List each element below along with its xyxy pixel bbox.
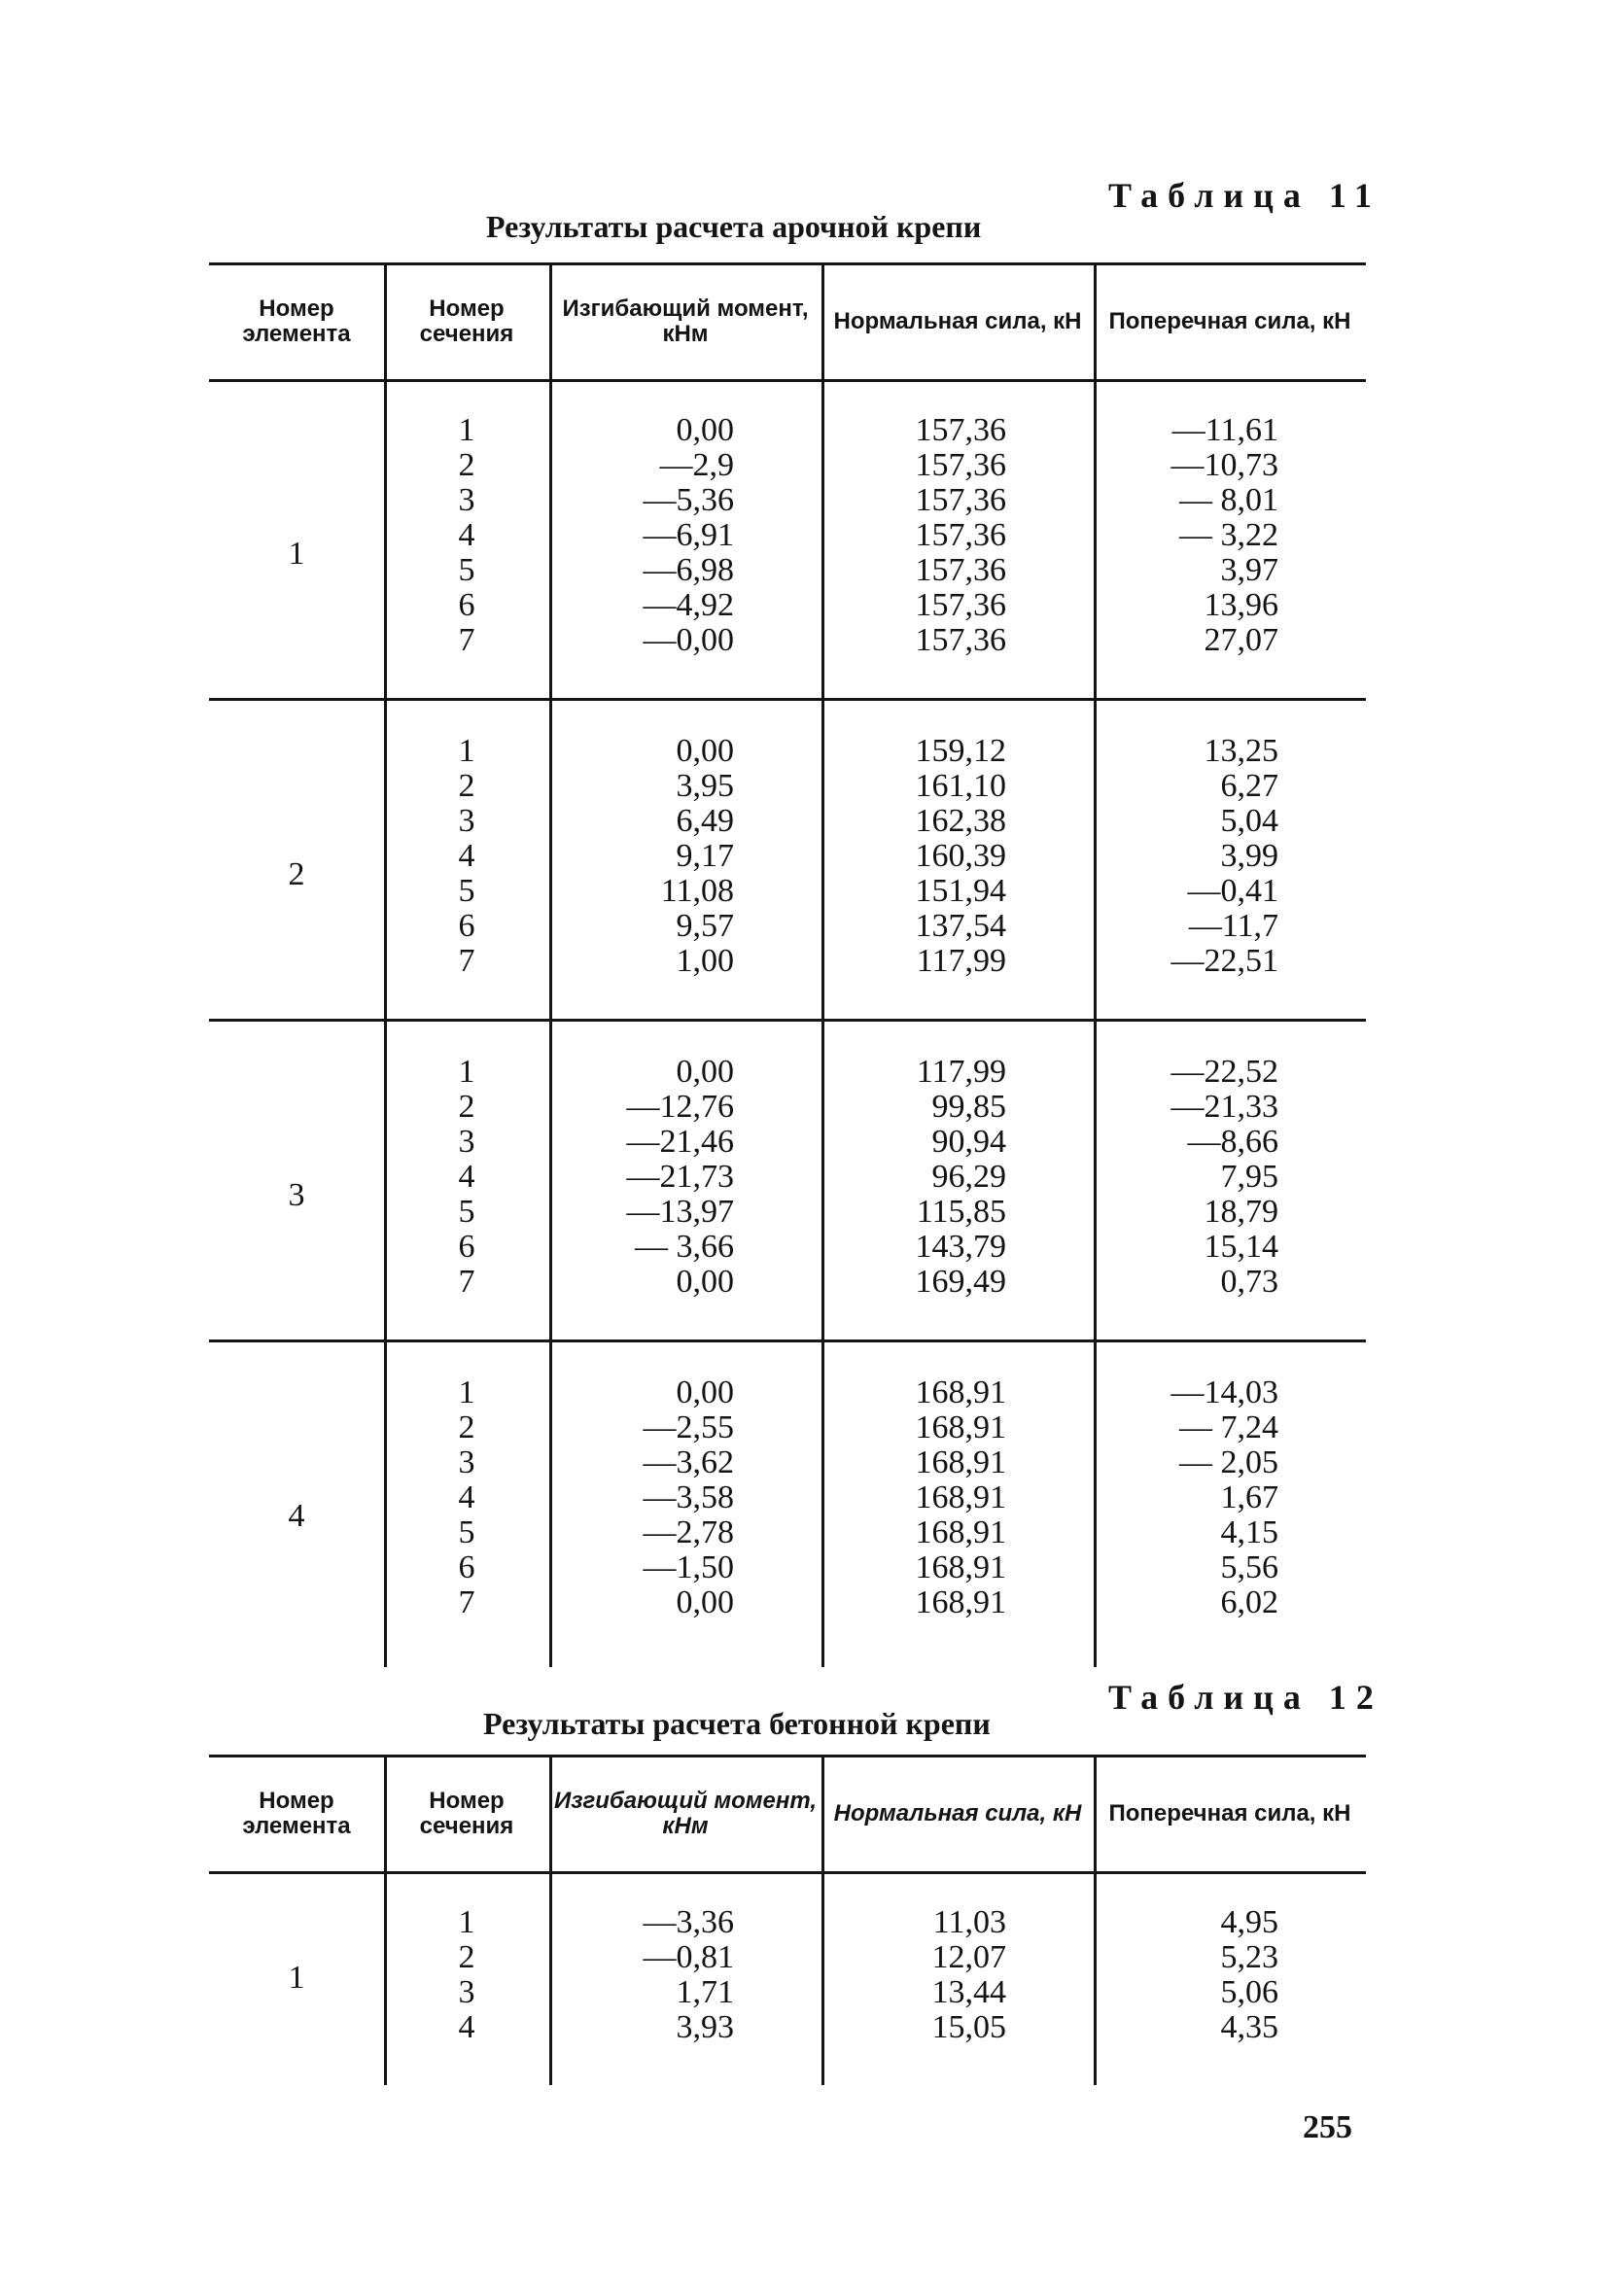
shear-force-value: 5,23 — [1220, 1939, 1278, 1975]
section-number: 2 — [458, 447, 475, 483]
section-number: 2 — [458, 1939, 475, 1975]
header-normal-force: Нормальная сила, кН — [833, 1799, 1082, 1826]
normal-force-value: 115,85 — [916, 1194, 1006, 1230]
moment-value: 0,00 — [676, 1054, 734, 1090]
shear-force-column — [1094, 734, 1366, 1016]
moment-value: 3,93 — [676, 2009, 734, 2045]
moment-value: —2,55 — [643, 1409, 734, 1445]
shear-force-value: — 3,22 — [1179, 517, 1278, 553]
shear-force-value: 18,79 — [1204, 1194, 1278, 1230]
moment-value: —3,62 — [643, 1444, 734, 1480]
header-shear-force: Поперечная сила, кН — [1108, 1799, 1351, 1826]
normal-force-value: 168,91 — [915, 1374, 1006, 1410]
normal-force-value: 157,36 — [915, 482, 1006, 518]
normal-force-column — [821, 1375, 1094, 1657]
element-number: 1 — [288, 536, 305, 572]
shear-force-value: 0,73 — [1220, 1264, 1278, 1300]
section-column — [384, 1905, 549, 2051]
normal-force-value: 96,29 — [931, 1159, 1006, 1195]
normal-force-value: 143,79 — [915, 1229, 1006, 1265]
section-column — [384, 1055, 549, 1337]
shear-force-value: 5,04 — [1220, 803, 1278, 839]
normal-force-value: 15,05 — [931, 2009, 1006, 2045]
section-number: 4 — [458, 838, 475, 874]
normal-force-value: 99,85 — [931, 1089, 1006, 1125]
shear-force-value: 4,35 — [1220, 2009, 1278, 2045]
shear-force-value: 5,06 — [1220, 1974, 1278, 2010]
normal-force-value: 168,91 — [915, 1549, 1006, 1585]
shear-force-value: —11,7 — [1188, 908, 1278, 944]
shear-force-value: 3,99 — [1220, 838, 1278, 874]
shear-force-value: 13,96 — [1204, 587, 1278, 623]
normal-force-value: 168,91 — [915, 1444, 1006, 1480]
shear-force-value: 27,07 — [1204, 622, 1278, 658]
section-number: 3 — [458, 1124, 475, 1160]
moment-value: 9,17 — [676, 838, 734, 874]
moment-column — [549, 1375, 821, 1657]
table-12-top-rule — [209, 1755, 1366, 1757]
section-number: 2 — [458, 1089, 475, 1125]
shear-force-value: 15,14 — [1204, 1229, 1278, 1265]
moment-value: —2,9 — [659, 447, 734, 483]
section-number: 6 — [458, 1229, 475, 1265]
normal-force-value: 137,54 — [915, 908, 1006, 944]
shear-force-value: 4,95 — [1220, 1904, 1278, 1940]
section-number: 4 — [458, 1479, 475, 1515]
table-11-group-rule — [209, 698, 1366, 701]
normal-force-value: 157,36 — [915, 412, 1006, 448]
moment-value: —6,91 — [643, 517, 734, 553]
normal-force-value: 157,36 — [915, 622, 1006, 658]
shear-force-value: —22,51 — [1170, 943, 1278, 979]
moment-value: 0,00 — [676, 1374, 734, 1410]
table-11-group-element-4 — [209, 1375, 1366, 1657]
section-number: 3 — [458, 482, 475, 518]
moment-value: — 3,66 — [635, 1229, 734, 1265]
table-12-group-element-1 — [209, 1905, 1366, 2051]
section-number: 1 — [458, 733, 475, 769]
table-11-group-element-2 — [209, 734, 1366, 1016]
section-number: 1 — [458, 1374, 475, 1410]
table-11-header-rule — [209, 379, 1366, 382]
normal-force-value: 117,99 — [916, 943, 1006, 979]
shear-force-value: — 8,01 — [1179, 482, 1278, 518]
normal-force-value: 160,39 — [915, 838, 1006, 874]
moment-value: —5,36 — [643, 482, 734, 518]
shear-force-value: —10,73 — [1170, 447, 1278, 483]
moment-value: —3,36 — [643, 1904, 734, 1940]
page-number: 255 — [1303, 2109, 1352, 2145]
header-shear-force: Поперечная сила, кН — [1108, 307, 1351, 334]
shear-force-value: 1,67 — [1220, 1479, 1278, 1515]
table-11-group-rule — [209, 1019, 1366, 1022]
normal-force-value: 157,36 — [915, 552, 1006, 588]
normal-force-value: 162,38 — [915, 803, 1006, 839]
table-12-title: Результаты расчета бетонной крепи — [483, 1706, 991, 1741]
section-number: 1 — [458, 412, 475, 448]
shear-force-column — [1094, 1055, 1366, 1337]
element-number: 3 — [288, 1177, 305, 1213]
shear-force-value: — 7,24 — [1179, 1409, 1278, 1445]
normal-force-value: 169,49 — [915, 1264, 1006, 1300]
section-number: 3 — [458, 803, 475, 839]
moment-column — [549, 1905, 821, 2051]
section-number: 5 — [458, 1514, 475, 1550]
section-number: 7 — [458, 622, 475, 658]
shear-force-column — [1094, 1905, 1366, 2051]
normal-force-value: 159,12 — [915, 733, 1006, 769]
moment-value: 0,00 — [676, 412, 734, 448]
table-11-group-rule — [209, 1339, 1366, 1342]
shear-force-value: 5,56 — [1220, 1549, 1278, 1585]
table-11-group-element-3 — [209, 1055, 1366, 1337]
moment-value: —21,46 — [626, 1124, 734, 1160]
shear-force-value: —14,03 — [1170, 1374, 1278, 1410]
shear-force-column — [1094, 413, 1366, 695]
shear-force-value: —11,61 — [1171, 412, 1278, 448]
header-section-number: Номер сечения — [419, 295, 514, 347]
moment-value: 11,08 — [660, 873, 734, 909]
header-bending-moment: Изгибающий момент, кНм — [553, 1787, 818, 1839]
element-number: 1 — [288, 1960, 305, 1996]
normal-force-value: 161,10 — [915, 768, 1006, 804]
shear-force-value: —8,66 — [1187, 1124, 1278, 1160]
moment-column — [549, 1055, 821, 1337]
normal-force-value: 157,36 — [915, 447, 1006, 483]
normal-force-column — [821, 413, 1094, 695]
header-element-number: Номер элемента — [242, 295, 351, 347]
section-number: 5 — [458, 1194, 475, 1230]
normal-force-value: 151,94 — [915, 873, 1006, 909]
shear-force-value: — 2,05 — [1179, 1444, 1278, 1480]
shear-force-value: —21,33 — [1170, 1089, 1278, 1125]
shear-force-value: —0,41 — [1187, 873, 1278, 909]
section-number: 7 — [458, 1584, 475, 1620]
section-number: 2 — [458, 768, 475, 804]
shear-force-value: 13,25 — [1204, 733, 1278, 769]
moment-value: —3,58 — [643, 1479, 734, 1515]
table-11-label: Таблица 11 — [1108, 176, 1381, 215]
normal-force-value: 117,99 — [916, 1054, 1006, 1090]
section-column — [384, 734, 549, 1016]
section-number: 4 — [458, 2009, 475, 2045]
section-number: 2 — [458, 1409, 475, 1445]
section-number: 3 — [458, 1974, 475, 2010]
element-number: 4 — [288, 1498, 305, 1534]
normal-force-column — [821, 1905, 1094, 2051]
shear-force-value: 4,15 — [1220, 1514, 1278, 1550]
normal-force-value: 157,36 — [915, 587, 1006, 623]
table-11 — [209, 262, 1366, 1667]
normal-force-value: 157,36 — [915, 517, 1006, 553]
section-number: 6 — [458, 587, 475, 623]
normal-force-value: 13,44 — [931, 1974, 1006, 2010]
moment-value: 1,00 — [676, 943, 734, 979]
shear-force-value: 3,97 — [1220, 552, 1278, 588]
table-12-label: Таблица 12 — [1108, 1678, 1383, 1717]
normal-force-value: 168,91 — [915, 1409, 1006, 1445]
table-12-header-row — [209, 1762, 1366, 1864]
section-number: 6 — [458, 1549, 475, 1585]
shear-force-value: 6,27 — [1220, 768, 1278, 804]
normal-force-column — [821, 1055, 1094, 1337]
section-number: 5 — [458, 552, 475, 588]
normal-force-value: 168,91 — [915, 1479, 1006, 1515]
normal-force-value: 168,91 — [915, 1514, 1006, 1550]
table-12 — [209, 1755, 1366, 2085]
normal-force-value: 11,03 — [932, 1904, 1006, 1940]
section-number: 5 — [458, 873, 475, 909]
section-number: 4 — [458, 517, 475, 553]
moment-value: —12,76 — [626, 1089, 734, 1125]
moment-value: 0,00 — [676, 733, 734, 769]
shear-force-value: —22,52 — [1170, 1054, 1278, 1090]
moment-value: 3,95 — [676, 768, 734, 804]
moment-column — [549, 413, 821, 695]
section-number: 6 — [458, 908, 475, 944]
header-element-number: Номер элемента — [242, 1787, 351, 1839]
header-bending-moment: Изгибающий момент, кНм — [562, 295, 809, 347]
shear-force-value: 6,02 — [1220, 1584, 1278, 1620]
normal-force-value: 12,07 — [931, 1939, 1006, 1975]
table-11-header-row — [209, 270, 1366, 372]
moment-value: —2,78 — [643, 1514, 734, 1550]
table-11-title: Результаты расчета арочной крепи — [486, 209, 982, 244]
moment-value: —1,50 — [643, 1549, 734, 1585]
table-11-top-rule — [209, 262, 1366, 265]
moment-column — [549, 734, 821, 1016]
normal-force-value: 168,91 — [915, 1584, 1006, 1620]
moment-value: 6,49 — [676, 803, 734, 839]
section-number: 1 — [458, 1054, 475, 1090]
table-11-group-element-1 — [209, 413, 1366, 695]
moment-value: —13,97 — [626, 1194, 734, 1230]
moment-value: 9,57 — [676, 908, 734, 944]
header-section-number: Номер сечения — [419, 1787, 514, 1839]
section-number: 1 — [458, 1904, 475, 1940]
moment-value: 0,00 — [676, 1584, 734, 1620]
section-column — [384, 1375, 549, 1657]
shear-force-value: 7,95 — [1220, 1159, 1278, 1195]
moment-value: 1,71 — [676, 1974, 734, 2010]
moment-value: —0,81 — [643, 1939, 734, 1975]
moment-value: —21,73 — [626, 1159, 734, 1195]
section-number: 7 — [458, 1264, 475, 1300]
moment-value: —6,98 — [643, 552, 734, 588]
moment-value: 0,00 — [676, 1264, 734, 1300]
normal-force-value: 90,94 — [931, 1124, 1006, 1160]
section-number: 7 — [458, 943, 475, 979]
moment-value: —4,92 — [643, 587, 734, 623]
header-normal-force: Нормальная сила, кН — [833, 307, 1082, 334]
element-number: 2 — [288, 856, 305, 892]
section-column — [384, 413, 549, 695]
moment-value: —0,00 — [643, 622, 734, 658]
shear-force-column — [1094, 1375, 1366, 1657]
section-number: 3 — [458, 1444, 475, 1480]
table-12-header-rule — [209, 1871, 1366, 1874]
section-number: 4 — [458, 1159, 475, 1195]
normal-force-column — [821, 734, 1094, 1016]
